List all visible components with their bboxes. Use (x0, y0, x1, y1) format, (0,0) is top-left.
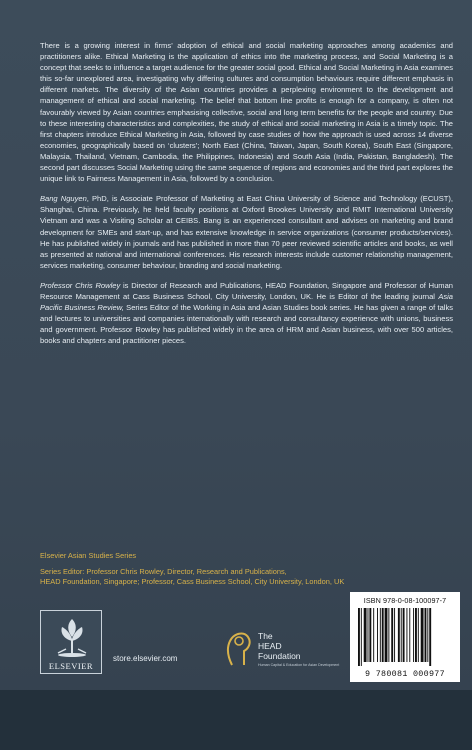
series-title: Elsevier Asian Studies Series (40, 551, 137, 560)
isbn-barcode (350, 592, 460, 682)
elsevier-logo (40, 610, 102, 674)
barcode-bar (373, 608, 374, 662)
barcode-bar (401, 608, 402, 662)
barcode-bar (368, 608, 369, 662)
barcode-bar (380, 608, 381, 662)
description-paragraph: There is a growing interest in firms’ adoption of ethical and social marketing approaches among academics and practitioners alike. Ethical Marketing is the application of ethics into the marketing process, and Social Marketing is a concept that seeks to influence a target audience for the greater social good. Ethical and Social Marketing in Asia examines this so-far unexplored area, investigating why differing cultures and consumption behaviours require different emphasis in different markets. The diversity of the Asian countries provides a perplexing environment to the development and management of ethical and social marketing. The belief that bottom line profits is enough for a company, is often not favourably viewed by Asian countries emphasising collective, social and long term benefits for the people and country. Due to these interesting characteristics and complexities, the study of ethical and social marketing in Asia is a timely topic. The first chapters introduce Ethical Marketing in Asia, followed by case studies of how the approach is used across 14 diverse economies, geographically based on ‘clusters’; North East (China, Taiwan, Japan, South Korea), South East (Singapore, Malaysia, Thailand, Vietnam, Cambodia, the Philippines, Indonesia) and South Asia (India, Pakistan, Bangladesh). The second part discusses Social Marketing using the same sequence of regions and economies and the third part explores the unique link to Fairness Management in Asia, followed by a conclusion. (40, 41, 453, 184)
author-bio-part: Series Editor of the Working in Asia and Asian Studies book series. He has given a range of talks and lectures to universities and companies internationally with research and consultancy experience with unions, business and government. Professor Rowley has published widely in the area of HRM and Asian business, with over 500 articles, books and chapters and practitioner pieces. (40, 303, 453, 346)
journal-name: Asia Pacific Business Review, (40, 291, 453, 313)
barcode-bar (415, 608, 417, 662)
barcode-bar (361, 608, 362, 666)
barcode-bar (427, 608, 428, 662)
author-name: Bang Nguyen (40, 194, 87, 204)
bottom-strip (0, 690, 472, 750)
head-name-line: Foundation (258, 651, 301, 661)
elsevier-wordmark: ELSEVIER (48, 661, 94, 671)
series-editor-line: HEAD Foundation, Singapore; Professor, Cass Business School, City University, London, UK (40, 577, 345, 587)
author-bio-bang-nguyen (40, 193, 453, 271)
head-foundation-logo (222, 625, 362, 675)
blurb-text (40, 40, 453, 355)
barcode-bar (425, 608, 427, 662)
head-foundation-name (258, 631, 301, 661)
barcode-bars (356, 608, 454, 666)
barcode-bar (394, 608, 395, 662)
head-name-line: HEAD (258, 641, 282, 651)
store-url: store.elsevier.com (113, 654, 178, 663)
barcode-bar (418, 608, 419, 662)
barcode-bar (429, 608, 431, 666)
barcode-digits: 9 780081 000977 (365, 669, 445, 679)
barcode-bar (385, 608, 388, 662)
barcode-bar (413, 608, 414, 662)
author-bio: , PhD, is Associate Professor of Marketing at East China University of Science and Technology (ECUST), Shanghai, China. Previously, he held faculty positions at Oxford Brookes University and RMIT International University Vietnam and was a Visiting Scholar at CEIBS. Bang is an experienced consultant and advises on marketing and brand development for SMEs and start-up, and has extensive knowledge in service organizations (consumer products/services). He has published widely in journals and has published in more than 70 peer reviewed scientific articles and books, as well as presented at national and international conferences. His research interests include customer relationship management, services marketing, consumer behaviour, branding and social marketing. (40, 194, 453, 270)
head-foundation-tagline: Human Capital & Education for Asian Development (258, 663, 340, 667)
barcode-bar (398, 608, 400, 662)
barcode-bar (391, 608, 393, 662)
barcode-bar (358, 608, 360, 666)
elsevier-tree-icon (50, 615, 94, 659)
barcode-bar (409, 608, 410, 662)
barcode-bar (364, 608, 367, 662)
author-bio-part: is Director of Research and Publications, HEAD Foundation, Singapore and Professor of Human Resource Management at Cass Business School, City University, London, UK. He is Editor of the leading journal (40, 280, 453, 301)
author-bio-chris-rowley (40, 280, 453, 347)
head-foundation-icon (222, 625, 254, 669)
barcode-bar (382, 608, 384, 662)
series-editor-line: Series Editor: Professor Chris Rowley, Director, Research and Publications, (40, 566, 287, 576)
barcode-bar (369, 608, 371, 662)
isbn-label: ISBN 978-0-08-100097-7 (363, 596, 447, 605)
series-info (40, 551, 440, 588)
head-name-line: The (258, 631, 273, 641)
barcode-bar (388, 608, 389, 662)
barcode-bar (377, 608, 378, 662)
barcode-bar (421, 608, 424, 662)
author-name: Professor Chris Rowley (40, 280, 121, 290)
barcode-bar (403, 608, 405, 662)
barcode-bar (406, 608, 407, 662)
